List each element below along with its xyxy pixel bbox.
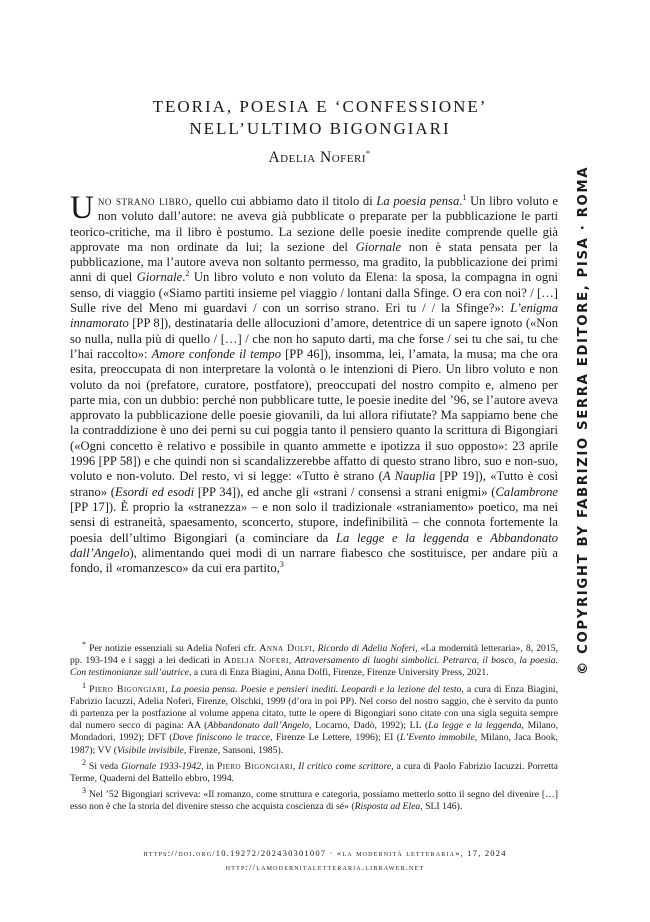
opening-small-caps: no strano libro [97,194,189,208]
body-run: [PP 17]). È proprio la «stranezza» – e non solo il tradizionale «straniamento» poetico, ma nei sensi di estraneità, spaesamento, sconcerto, stupore, indefinibilità – che connota fortemente la poesia dell’ultimo Bigongiari (a cominciare da [70,499,558,545]
footnote-3 [70,786,558,813]
footnote-italic: Risposta ad Elea [354,801,421,813]
article-author [60,149,580,167]
footnote-italic: Attraversamento di luoghi simbolici. Petrarca, il bosco, la poesia. Con testimonianze sull’autrice [70,655,558,679]
footnote-run: , [292,760,299,772]
author-name: Adelia Noferi [268,149,367,166]
drop-cap: U [70,190,94,226]
body-run: Un libro voluto e non voluto da Elena: la sposa, la compagna in ogni senso, di viaggio («Siamo partiti insieme pel viaggio / lontani dalla Sfinge. O era con noi? / […] Sulle rive del Meno mi guardavi / con un sorriso strano. Eri tu / / la Sfinge?»: [70,270,558,316]
body-italic: La legge e la leggenda [336,530,470,545]
body-italic: Calambrone [495,484,559,499]
footnote-italic: Visibile invisibile [117,744,184,756]
body-run: , quello cui abbiamo dato il titolo di [188,194,377,208]
footnote-run: Nel ’52 Bigongiari scriveva: «Il romanzo, come struttura e categoria, possiamo metterlo sotto il segno del divenire […] esso non è che la storia del divenire stesso che acquista coscienza di sé» ( [70,789,558,813]
article-title-line-2: NELL’ULTIMO BIGONGIARI [189,119,451,138]
body-italic: L’enigma innamorato [70,301,558,331]
body-italic: Abbandonato dall’Angelo [70,530,559,560]
footnote-ref-2[interactable]: 2 [185,269,190,279]
footnote-mark: 1 [82,680,86,690]
body-run: Un libro voluto e non voluto dall’autore: ne aveva già pubblicate o preparate per la pubblicazione le parti teorico-critiche, ma il libro è postumo. La sezione delle poesie inedite comprende quelle già approvate ma non ordinate da lui; la sezione del [70,194,559,254]
footnote-run: , Milano, Mondadori, 1992); DFT ( [70,720,558,744]
body-italic: Esordi ed esodi [115,484,195,499]
footnote-mark: 2 [82,757,86,767]
footnote-2 [70,757,558,785]
footnote-run: Per notizie essenziali su Adelia Noferi cfr. [86,643,260,654]
footnote-run: Si veda [86,760,122,772]
footnote-run: , Firenze, Sansoni, 1985). [183,744,284,756]
body-run: . [459,194,463,208]
footnote-italic: L’Evento immobile [400,732,475,744]
website-url[interactable]: http://lamodernitaletteraria.libraweb.net [225,862,425,872]
footnote-run: , SLI 146). [420,801,463,813]
footnote-ref-3[interactable]: 3 [279,559,284,569]
footnote-italic: Il critico come scrittore [298,760,392,772]
footnote-run: , [312,643,318,654]
footnote-run: , a cura di Enza Biagini, Fabrizio Iacuzzi, Adelia Noferi, Firenze, Olschki, 1999 (d’ora in poi PP). Nel corso del nostro saggio, che è servito da punto di partenza per la postfazione al volume appena citato, tutte le opere di Bigongiari sono citate con una sigla seguita sempre dal numero secco di pagina: AA ( [70,683,559,732]
footnote-run: , Locarno, Dadò, 1992); LL ( [309,720,429,732]
footnote-1 [70,680,559,757]
footnote-ref-1[interactable]: 1 [462,192,467,202]
footnote-mark: 3 [82,786,86,795]
footnote-run: , Milano, Jaca Book, 1987); VV ( [70,732,558,756]
body-italic: Giornale [136,270,183,285]
body-run: . [182,270,186,285]
footnote-run: , a cura di Paolo Fabrizio Iacuzzi. Porretta Terme, Quaderni del Battello ebbro, 1994. [70,760,558,785]
body-run: [PP 46]), insomma, lei, l’amata, la musa; ma che ora esita, preoccupata di non interpretare la volontà o le intenzioni di Piero. Un libro voluto e non voluto da noi (prefatore, curatore, postfatore), preoccupati del nostro compito e, almeno per parte mia, con un dubbio: perché non pubblicare tutte, le poesie inedite del ’96, se l’autore aveva approvato la pubblicazione delle poesie giovanili, da lui allora rifiutate? Ma sappiamo bene che la contraddizione è uno dei perni su cui poggia tanto il pensiero quanto la scrittura di Bigongiari («Ogni concetto è relativo e possibile in quanto ammette e ipotizza il suo opposto»: 23 aprile 1996 [PP 58]) e che quindi non si scandalizzerebbe affatto di questo strano libro, suo e non-suo, voluto e non-voluto. Del resto, vi si legge: «Tutto è strano ( [70,346,558,484]
footnote-run: , [165,683,171,695]
body-italic: A Nauplia [382,469,436,484]
footnote-author [70,639,558,680]
author-footnote-mark: * [366,148,372,158]
body-run: non è stata pensata per la pubblicazione, ma l’autore aveva non soltanto permesso, ma gradito, la pubblicazione dei primi anni di quel [70,239,558,285]
footnote-run: , [288,655,295,667]
body-run: ), alimentando quei modi di un narrare fiabesco che sostituisce, per andare più a fondo, il «romanzesco» da cui era partito, [70,545,558,576]
body-text [70,190,559,576]
footnote-italic: Abbandonato dall’Angelo [207,720,310,732]
footnote-mark: * [82,639,86,649]
footnote-italic: Ricordo di Adelia Noferi [317,643,416,654]
footnote-italic: La poesia pensa. Poesie e pensieri inediti. Leopardi e la lezione del testo [170,683,462,695]
body-run: [PP 8]), destinataria delle allocuzioni d’amore, detentrice di un sapere ignoto («Non so nulla, nulla più di quello / […] / che non ho saputo darti, ma che forse / sei tu che sai, tu che l’hai raccolto»: [70,316,558,361]
doi-line[interactable]: https://doi.org/10.19272/202430301007 · «la modernità letteraria», 17, 2024 [143,848,507,858]
footnote-run: , in [201,760,217,772]
footnote-run: , Firenze Le Lettere, 1996); EI ( [270,732,401,744]
footnote-italic: Giornale 1933-1942 [121,760,202,772]
article-title-line-1: TEORIA, POESIA E ‘CONFESSIONE’ [152,97,488,116]
body-italic: Giornale [355,239,402,254]
body-run: [PP 34]), ed anche gli «strani / consensi a strani enigmi» ( [194,484,496,499]
body-run: [PP 19]), «Tutto è così strano» ( [70,469,559,499]
footnote-italic: Dove finiscono le tracce [172,732,271,744]
footnote-sc: Anna Dolfi [259,643,313,654]
footnote-run: , a cura di Enza Biagini, Anna Dolfi, Firenze, Firenze University Press, 2021. [188,667,489,679]
footnotes [70,639,559,818]
body-paragraph [70,190,559,576]
footnote-italic: La legge e la leggenda [428,720,522,732]
footnote-sc: Adelia Noferi [223,655,289,667]
copyright-notice: © COPYRIGHT BY FABRIZIO SERRA EDITORE, PISA · ROMA [576,165,591,675]
body-italic: Amore confonde il tempo [151,346,281,361]
footnote-sc: Piero Bigongiari [89,683,166,695]
footnote-sc: Piero Bigongiari [216,760,293,772]
body-italic: La poesia pensa [376,194,460,208]
body-run: e [469,530,491,545]
footnote-run: , «La modernità letteraria», 8, 2015, pp. 193-194 e i saggi a lei dedicati in [70,643,558,667]
